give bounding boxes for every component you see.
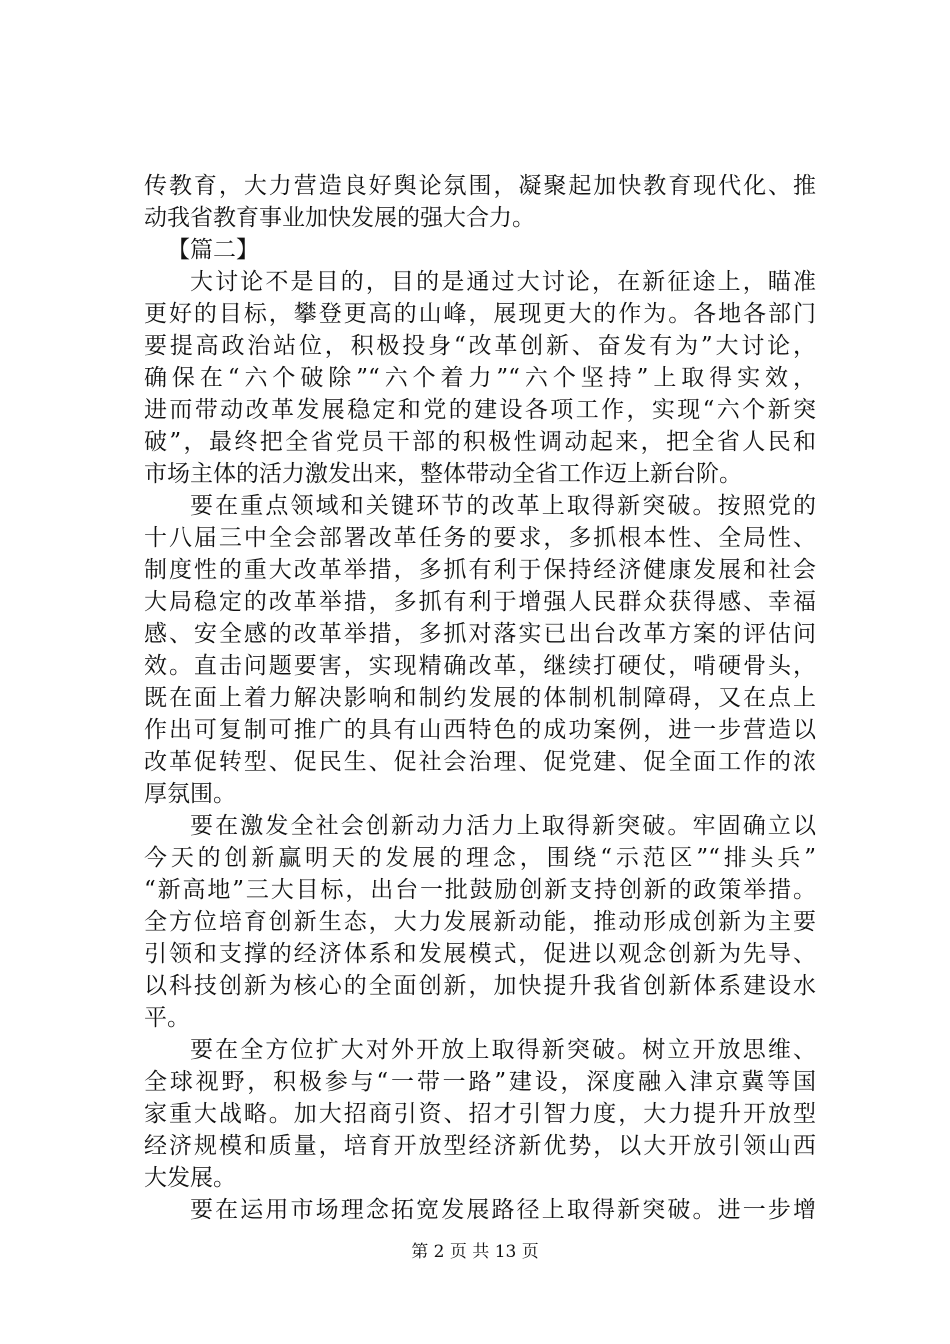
text-line: 厚氛围。 xyxy=(144,781,236,807)
text-line: 效。直击问题要害，实现精确改革，继续打硬仗，啃硬骨头， xyxy=(144,653,816,679)
text-line: 以科技创新为核心的全面创新，加快提升我省创新体系建设水 xyxy=(144,973,816,999)
text-line: 全球视野，积极参与“一带一路”建设，深度融入津京冀等国 xyxy=(144,1069,816,1095)
text-line: 要在运用市场理念拓宽发展路径上取得新突破。进一步增 xyxy=(190,1197,816,1223)
text-line: 家重大战略。加大招商引资、招才引智力度，大力提升开放型 xyxy=(144,1101,816,1127)
text-line: 感、安全感的改革举措，多抓对落实已出台改革方案的评估问 xyxy=(144,621,816,647)
text-line: 既在面上着力解决影响和制约发展的体制机制障碍，又在点上 xyxy=(144,685,816,711)
document-body xyxy=(144,170,816,1226)
text-line: 破”，最终把全省党员干部的积极性调动起来，把全省人民和 xyxy=(144,429,816,455)
text-line: 大讨论不是目的，目的是通过大讨论，在新征途上，瞄准 xyxy=(190,269,816,295)
text-line: 进而带动改革发展稳定和党的建设各项工作，实现“六个新突 xyxy=(144,397,816,423)
text-line: 市场主体的活力激发出来，整体带动全省工作迈上新台阶。 xyxy=(144,461,742,487)
page-number-footer: 第 2 页 共 13 页 xyxy=(411,1242,539,1262)
text-line: 确保在“六个破除”“六个着力”“六个坚持”上取得实效， xyxy=(144,365,816,391)
text-line: 作出可复制可推广的具有山西特色的成功案例，进一步营造以 xyxy=(144,717,816,743)
text-line: 要在激发全社会创新动力活力上取得新突破。牢固确立以 xyxy=(190,813,816,839)
text-line: 今天的创新赢明天的发展的理念，围绕“示范区”“排头兵” xyxy=(144,845,816,871)
text-line: 平。 xyxy=(144,1005,190,1031)
text-line: 要提高政治站位，积极投身“改革创新、奋发有为”大讨论， xyxy=(144,333,816,359)
text-line: 大发展。 xyxy=(144,1165,236,1191)
text-line: 传教育，大力营造良好舆论氛围，凝聚起加快教育现代化、推 xyxy=(144,173,816,199)
text-line: 十八届三中全会部署改革任务的要求，多抓根本性、全局性、 xyxy=(144,525,816,551)
text-line: 更好的目标，攀登更高的山峰，展现更大的作为。各地各部门 xyxy=(144,301,816,327)
text-line: 制度性的重大改革举措，多抓有利于保持经济健康发展和社会 xyxy=(144,557,816,583)
text-line: 引领和支撑的经济体系和发展模式，促进以观念创新为先导、 xyxy=(144,941,816,967)
text-line: 要在全方位扩大对外开放上取得新突破。树立开放思维、 xyxy=(190,1037,816,1063)
section-heading: 【篇二】 xyxy=(167,237,259,263)
text-line: 要在重点领域和关键环节的改革上取得新突破。按照党的 xyxy=(190,493,816,519)
text-line: 经济规模和质量，培育开放型经济新优势，以大开放引领山西 xyxy=(144,1133,816,1159)
text-line: “新高地”三大目标，出台一批鼓励创新支持创新的政策举措。 xyxy=(144,877,816,903)
text-line: 全方位培育创新生态，大力发展新动能，推动形成创新为主要 xyxy=(144,909,816,935)
text-line: 改革促转型、促民生、促社会治理、促党建、促全面工作的浓 xyxy=(144,749,816,775)
text-line: 动我省教育事业加快发展的强大合力。 xyxy=(144,205,535,231)
text-line: 大局稳定的改革举措，多抓有利于增强人民群众获得感、幸福 xyxy=(144,589,816,615)
